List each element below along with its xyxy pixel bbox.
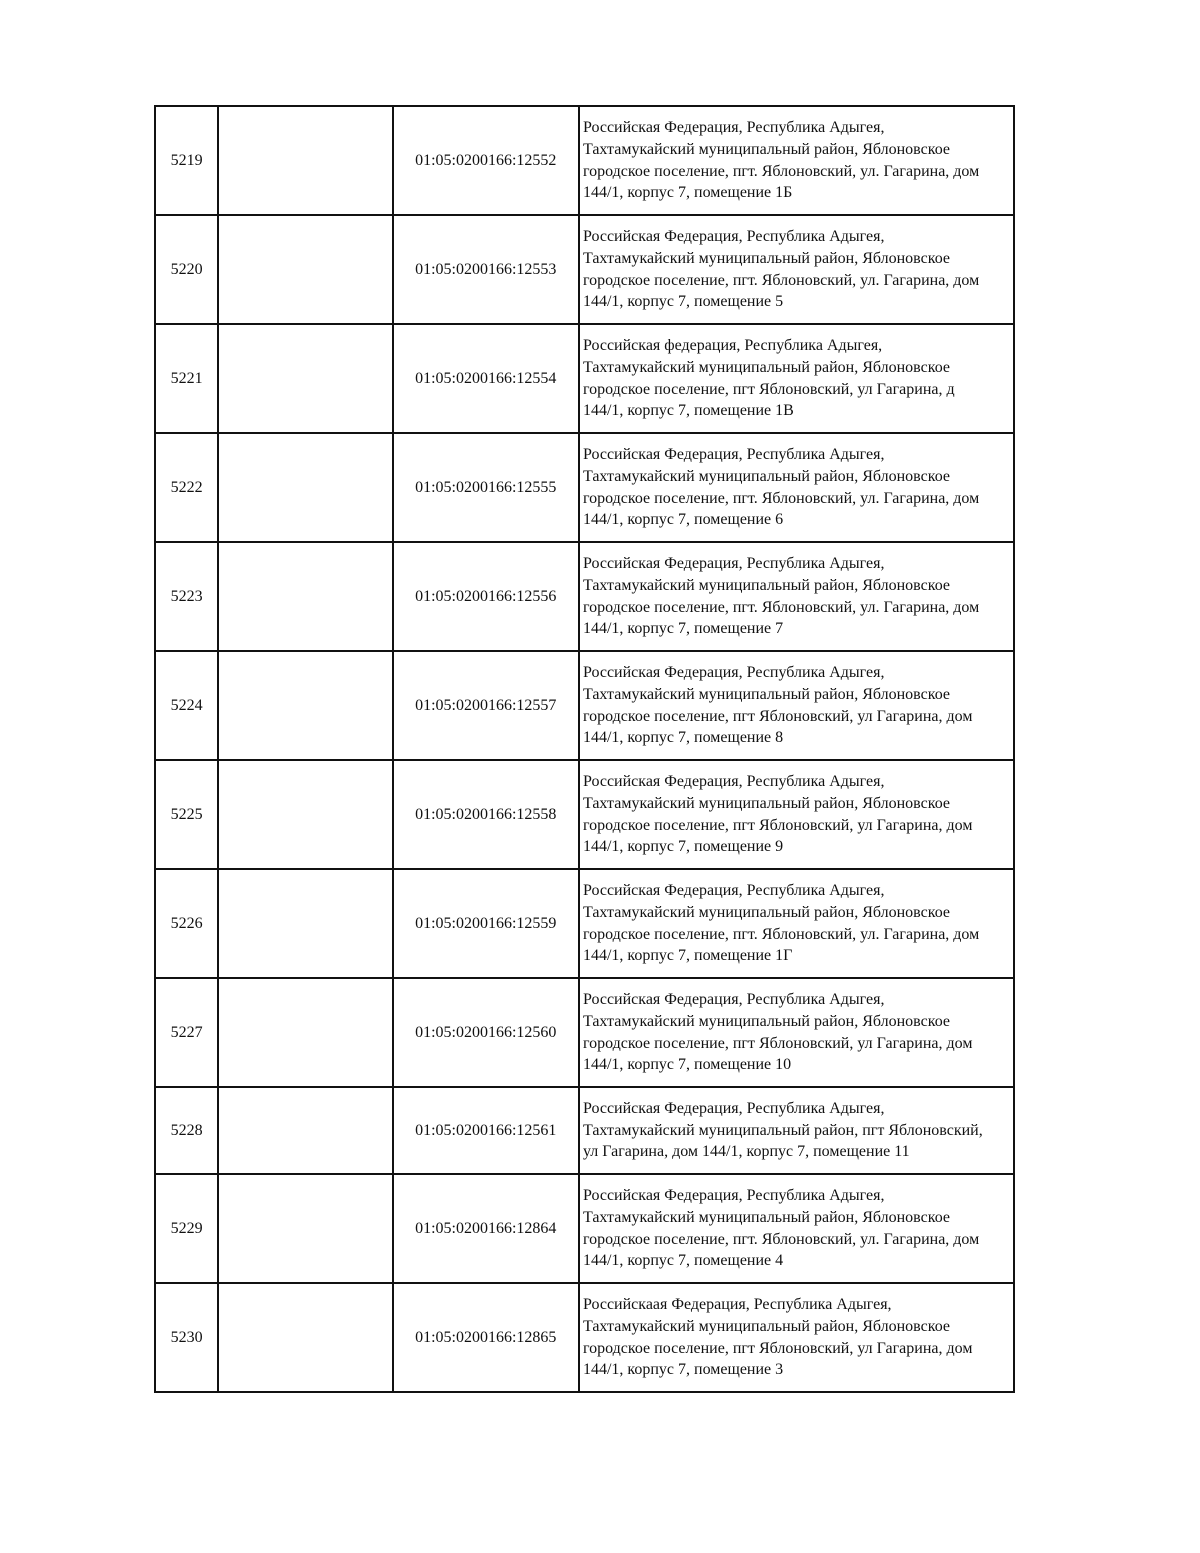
empty-cell bbox=[218, 106, 392, 215]
address-cell bbox=[579, 978, 1014, 1087]
cadastral-number-cell: 01:05:0200166:12864 bbox=[393, 1174, 579, 1283]
address-cell bbox=[579, 542, 1014, 651]
cadastral-number-cell: 01:05:0200166:12552 bbox=[393, 106, 579, 215]
empty-cell bbox=[218, 760, 392, 869]
address-line: Тахтамукайский муниципальный район, Яблоновское bbox=[582, 467, 950, 485]
row-number-cell: 5222 bbox=[155, 433, 218, 542]
row-number-cell: 5228 bbox=[155, 1087, 218, 1174]
empty-cell bbox=[218, 651, 392, 760]
address-line: Тахтамукайский муниципальный район, Яблоновское bbox=[582, 358, 950, 376]
address-line: Российскаая Федерация, Республика Адыгея, bbox=[582, 1296, 892, 1314]
cadastral-number-cell: 01:05:0200166:12556 bbox=[393, 542, 579, 651]
address-cell bbox=[579, 1087, 1014, 1174]
table-row bbox=[155, 1087, 1014, 1174]
address-line: городское поселение, пгт. Яблоновский, ул. Гагарина, дом bbox=[582, 598, 980, 616]
table-row bbox=[155, 1283, 1014, 1392]
address-line: ул Гагарина, дом 144/1, корпус 7, помещение 11 bbox=[582, 1143, 910, 1161]
cadastral-number-cell: 01:05:0200166:12555 bbox=[393, 433, 579, 542]
address-line: Российская Федерация, Республика Адыгея, bbox=[582, 882, 885, 900]
address-line: Тахтамукайский муниципальный район, Яблоновское bbox=[582, 1208, 950, 1226]
address-line: Российская Федерация, Республика Адыгея, bbox=[582, 773, 885, 791]
address-cell bbox=[579, 651, 1014, 760]
cadastral-number-cell: 01:05:0200166:12561 bbox=[393, 1087, 579, 1174]
address-line: 144/1, корпус 7, помещение 5 bbox=[582, 293, 784, 311]
cadastral-number-cell: 01:05:0200166:12559 bbox=[393, 869, 579, 978]
address-line: Тахтамукайский муниципальный район, Яблоновское bbox=[582, 1317, 950, 1335]
row-number-cell: 5220 bbox=[155, 215, 218, 324]
address-line: городское поселение, пгт Яблоновский, ул Гагарина, дом bbox=[582, 707, 973, 725]
table-row bbox=[155, 433, 1014, 542]
cadastral-number-cell: 01:05:0200166:12553 bbox=[393, 215, 579, 324]
cadastral-number-cell: 01:05:0200166:12560 bbox=[393, 978, 579, 1087]
address-line: 144/1, корпус 7, помещение 1Б bbox=[582, 184, 793, 202]
address-line: Российская Федерация, Республика Адыгея, bbox=[582, 1099, 885, 1117]
address-line: 144/1, корпус 7, помещение 4 bbox=[582, 1252, 784, 1270]
registry-table bbox=[154, 105, 1015, 1393]
address-line: Российская Федерация, Республика Адыгея, bbox=[582, 1187, 885, 1205]
table-row bbox=[155, 760, 1014, 869]
address-line: 144/1, корпус 7, помещение 7 bbox=[582, 620, 784, 638]
address-line: 144/1, корпус 7, помещение 8 bbox=[582, 729, 784, 747]
table-row bbox=[155, 542, 1014, 651]
row-number-cell: 5219 bbox=[155, 106, 218, 215]
address-line: Российская федерация, Республика Адыгея, bbox=[582, 337, 883, 355]
address-line: Российская Федерация, Республика Адыгея, bbox=[582, 228, 885, 246]
address-cell bbox=[579, 869, 1014, 978]
address-line: городское поселение, пгт Яблоновский, ул Гагарина, д bbox=[582, 380, 955, 398]
address-cell bbox=[579, 324, 1014, 433]
table-row bbox=[155, 869, 1014, 978]
cadastral-number-cell: 01:05:0200166:12558 bbox=[393, 760, 579, 869]
address-line: Тахтамукайский муниципальный район, Яблоновское bbox=[582, 794, 950, 812]
empty-cell bbox=[218, 978, 392, 1087]
address-cell bbox=[579, 1174, 1014, 1283]
table-row bbox=[155, 978, 1014, 1087]
row-number-cell: 5223 bbox=[155, 542, 218, 651]
row-number-cell: 5221 bbox=[155, 324, 218, 433]
table-row bbox=[155, 215, 1014, 324]
address-line: Тахтамукайский муниципальный район, пгт Яблоновский, bbox=[582, 1121, 983, 1139]
address-line: 144/1, корпус 7, помещение 1Г bbox=[582, 947, 793, 965]
address-line: городское поселение, пгт Яблоновский, ул Гагарина, дом bbox=[582, 1034, 973, 1052]
address-line: городское поселение, пгт Яблоновский, ул Гагарина, дом bbox=[582, 816, 973, 834]
address-cell bbox=[579, 433, 1014, 542]
empty-cell bbox=[218, 869, 392, 978]
address-line: Тахтамукайский муниципальный район, Яблоновское bbox=[582, 576, 950, 594]
address-line: Российская Федерация, Республика Адыгея, bbox=[582, 446, 885, 464]
address-line: городское поселение, пгт. Яблоновский, ул. Гагарина, дом bbox=[582, 925, 980, 943]
address-line: Тахтамукайский муниципальный район, Яблоновское bbox=[582, 140, 950, 158]
address-line: Российская Федерация, Республика Адыгея, bbox=[582, 664, 885, 682]
address-cell bbox=[579, 215, 1014, 324]
table-row bbox=[155, 651, 1014, 760]
address-line: Тахтамукайский муниципальный район, Яблоновское bbox=[582, 249, 950, 267]
address-line: Тахтамукайский муниципальный район, Яблоновское bbox=[582, 685, 950, 703]
address-line: Тахтамукайский муниципальный район, Яблоновское bbox=[582, 903, 950, 921]
registry-table-body bbox=[155, 106, 1014, 1392]
address-line: городское поселение, пгт. Яблоновский, ул. Гагарина, дом bbox=[582, 489, 980, 507]
row-number-cell: 5229 bbox=[155, 1174, 218, 1283]
row-number-cell: 5227 bbox=[155, 978, 218, 1087]
address-line: Российская Федерация, Республика Адыгея, bbox=[582, 991, 885, 1009]
cadastral-number-cell: 01:05:0200166:12557 bbox=[393, 651, 579, 760]
address-line: 144/1, корпус 7, помещение 6 bbox=[582, 511, 784, 529]
table-row bbox=[155, 1174, 1014, 1283]
address-line: 144/1, корпус 7, помещение 1В bbox=[582, 402, 794, 420]
address-line: городское поселение, пгт Яблоновский, ул Гагарина, дом bbox=[582, 1339, 973, 1357]
empty-cell bbox=[218, 215, 392, 324]
address-cell bbox=[579, 760, 1014, 869]
empty-cell bbox=[218, 542, 392, 651]
empty-cell bbox=[218, 433, 392, 542]
cadastral-number-cell: 01:05:0200166:12554 bbox=[393, 324, 579, 433]
row-number-cell: 5225 bbox=[155, 760, 218, 869]
empty-cell bbox=[218, 1283, 392, 1392]
empty-cell bbox=[218, 1174, 392, 1283]
address-line: 144/1, корпус 7, помещение 10 bbox=[582, 1056, 792, 1074]
table-row bbox=[155, 324, 1014, 433]
address-line: Тахтамукайский муниципальный район, Яблоновское bbox=[582, 1012, 950, 1030]
address-line: 144/1, корпус 7, помещение 9 bbox=[582, 838, 784, 856]
address-cell bbox=[579, 1283, 1014, 1392]
address-line: Российская Федерация, Республика Адыгея, bbox=[582, 119, 885, 137]
address-line: городское поселение, пгт. Яблоновский, ул. Гагарина, дом bbox=[582, 1230, 980, 1248]
row-number-cell: 5226 bbox=[155, 869, 218, 978]
address-line: городское поселение, пгт. Яблоновский, ул. Гагарина, дом bbox=[582, 271, 980, 289]
row-number-cell: 5224 bbox=[155, 651, 218, 760]
empty-cell bbox=[218, 1087, 392, 1174]
address-line: городское поселение, пгт. Яблоновский, ул. Гагарина, дом bbox=[582, 162, 980, 180]
cadastral-number-cell: 01:05:0200166:12865 bbox=[393, 1283, 579, 1392]
table-row bbox=[155, 106, 1014, 215]
empty-cell bbox=[218, 324, 392, 433]
address-cell bbox=[579, 106, 1014, 215]
address-line: Российская Федерация, Республика Адыгея, bbox=[582, 555, 885, 573]
row-number-cell: 5230 bbox=[155, 1283, 218, 1392]
address-line: 144/1, корпус 7, помещение 3 bbox=[582, 1361, 784, 1379]
